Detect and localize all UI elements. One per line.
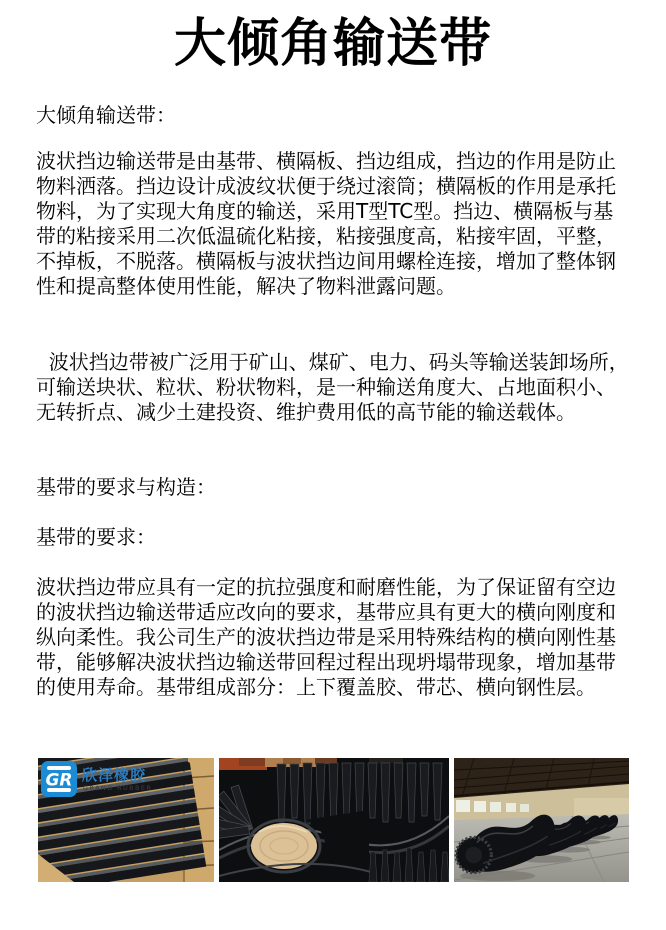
- product-photo-sidewall-strips: [38, 758, 214, 882]
- brand-logo: [41, 761, 152, 797]
- page-title: 大倾角输送带: [173, 14, 492, 74]
- product-photo-warehouse-stock: [454, 758, 629, 882]
- heading-base-structure: 基带的要求与构造：: [36, 475, 216, 499]
- brand-monogram: GR: [45, 770, 73, 791]
- brand-name-english: GRAND RUBBER: [83, 784, 153, 792]
- paragraph-composition: 波状挡边输送带是由基带、横隔板、挡边组成，挡边的作用是防止物料洒落。挡边设计成波纹状便于绕过滚筒；横隔板的作用是承托物料，为了实现大角度的输送，采用T型TC型。挡边、横隔板与基带的粘接采用二次低温硫化粘接，粘接强度高，粘接牢固，平整，不掉板，不脱落。横隔板与波状挡边间用螺栓连接，增加了整体钢性和提高整体使用性能，解决了物料泄露问题。: [36, 149, 616, 298]
- brand-name-chinese: 欣泽橡胶: [82, 766, 147, 784]
- paragraph-application: 波状挡边带被广泛用于矿山、煤矿、电力、码头等输送装卸场所，可输送块状、粒状、粉状物料，是一种输送角度大、占地面积小、无转折点、减少土建投资、维护费用低的高节能的输送载体。: [36, 350, 629, 424]
- heading-base-requirements: 基带的要求：: [36, 525, 156, 549]
- intro-label: 大倾角输送带：: [36, 103, 176, 127]
- paragraph-base-requirements: 波状挡边带应具有一定的抗拉强度和耐磨性能，为了保证留有空边的波状挡边输送带适应改向的要求，基带应具有更大的横向刚度和纵向柔性。我公司生产的波状挡边带是采用特殊结构的横向刚性基带，能够解决波状挡边输送带回程过程出现坍塌带现象，增加基带的使用寿命。基带组成部分：上下覆盖胶、带芯、横向钢性层。: [36, 575, 616, 699]
- product-photo-gallery: [38, 758, 629, 882]
- product-photo-belt-loop: [219, 758, 449, 882]
